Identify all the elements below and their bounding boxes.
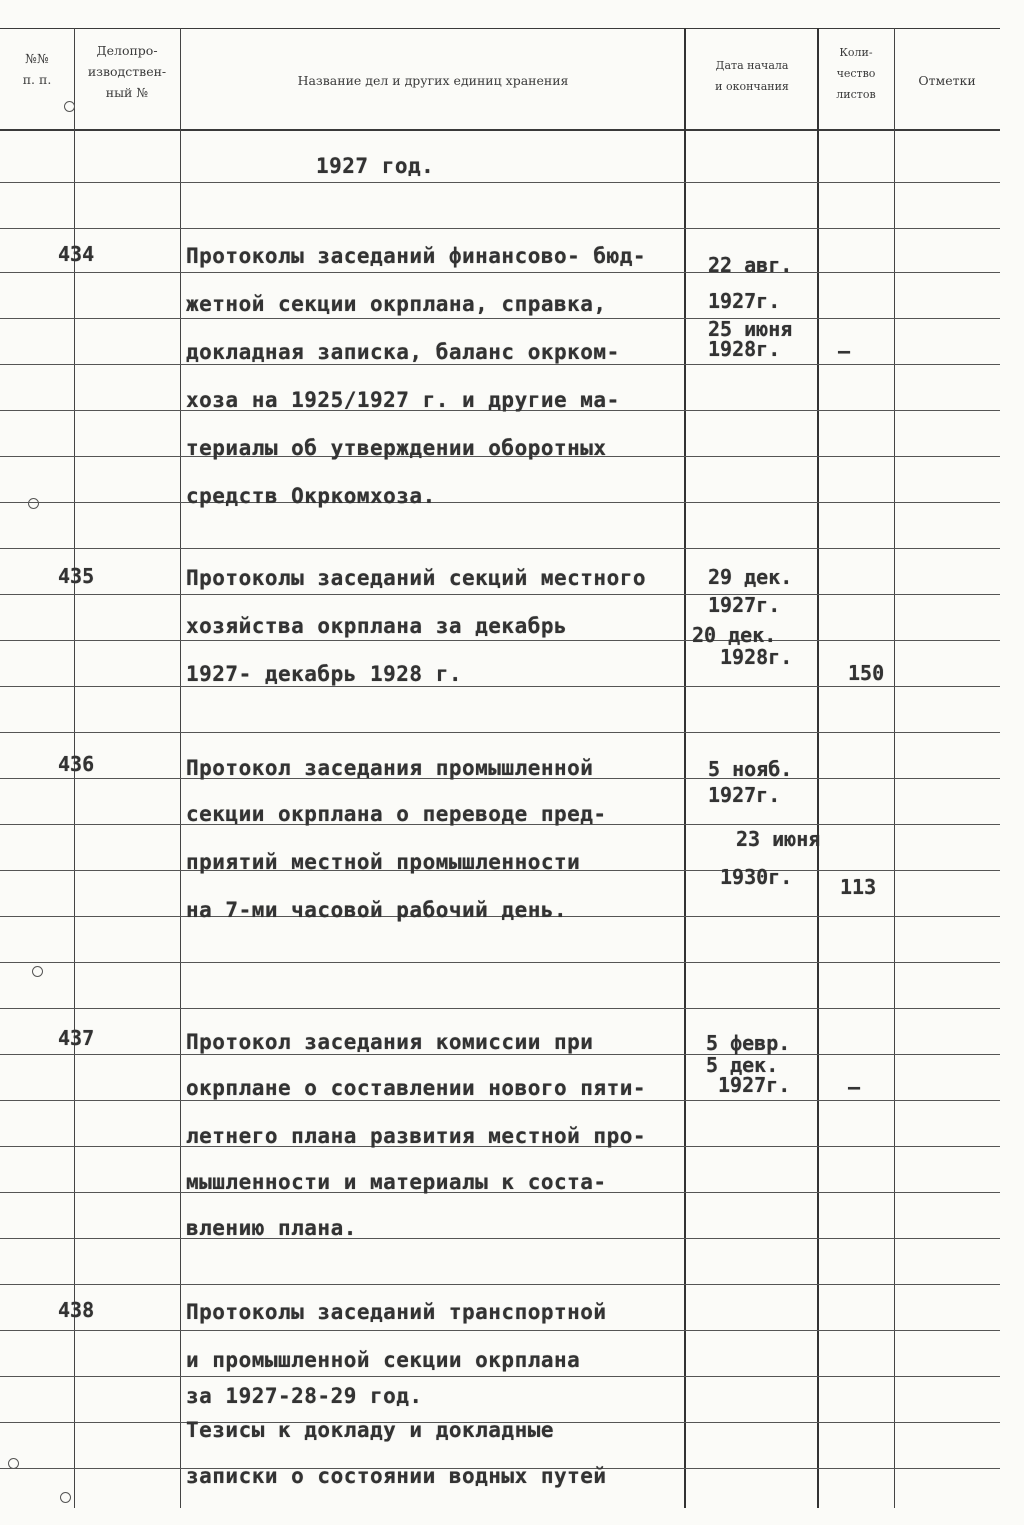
record-title-line: хозяйства окрплана за декабрь [186,614,568,638]
sheet-count: 113 [840,875,877,899]
record-number: 434 [58,242,95,266]
record-title-line: Протоколы заседаний финансово- бюд- [186,244,647,268]
record-title-line: Протокол заседания промышленной [186,756,594,780]
header-col-no [6,48,68,90]
header-col-office-line2: изводствен- [87,64,167,79]
sheet-count: — [848,1075,861,1099]
date-end: 23 июня [736,827,821,851]
date-start-year: 1927г. [708,593,781,617]
header-col-count [820,42,892,105]
record-number: 435 [58,564,95,588]
header-col-dates-line2: и окончания [715,80,789,93]
header-col-count-line3: листов [836,88,876,101]
binding-hole-mark [32,966,43,977]
record-title-line: окрплане о составлении нового пяти- [186,1076,647,1100]
date-end: 5 дек. [706,1053,779,1077]
ruled-line [0,1238,1000,1239]
header-col-dates-line1: Дата начала [715,59,789,72]
ruled-line [0,594,1000,595]
record-title-line: и промышленной секции окрплана [186,1348,581,1372]
ruled-line [0,502,1000,503]
ruled-line [0,1284,1000,1285]
header-col-office-line3: ный № [105,85,149,100]
ruled-line [0,548,1000,549]
date-end: 20 дек. [692,623,777,647]
header-col-office-line1: Делопро- [96,43,158,58]
record-title-line: на 7-ми часовой рабочий день. [186,898,568,922]
ruled-line [0,228,1000,229]
header-col-count-line1: Коли- [839,46,873,59]
binding-hole-mark [28,498,39,509]
ruled-line [0,1330,1000,1331]
record-number: 437 [58,1026,95,1050]
header-col-office [80,40,174,103]
header-top-border [0,28,1000,29]
ruled-line [0,272,1000,273]
column-divider-office [180,28,181,1508]
binding-hole-mark [8,1458,19,1469]
year-heading: 1927 год. [316,154,435,178]
record-title-line: докладная записка, баланс окрком- [186,340,620,364]
header-col-title: Название дел и других единиц хранения [297,73,569,88]
record-title-line: Тезисы к докладу и докладные [186,1418,555,1442]
date-end-year: 1927г. [718,1073,791,1097]
record-title-line: влению плана. [186,1216,357,1240]
date-start-year: 1927г. [708,289,781,313]
record-title-line: секции окрплана о переводе пред- [186,802,607,826]
record-title-line: Протоколы заседаний секций местного [186,566,647,590]
record-title-line: за 1927-28-29 год. [186,1384,423,1408]
column-divider-dates [817,28,819,1508]
date-end-year: 1928г. [720,645,793,669]
header-col-no-line1: №№ [25,51,49,66]
header-col-count-line2: чество [836,67,876,80]
header-bottom-border [0,129,1000,131]
record-title-line: Протокол заседания комиссии при [186,1030,594,1054]
record-title-line: хоза на 1925/1927 г. и другие ма- [186,388,620,412]
ruled-line [0,962,1000,963]
column-divider-count [894,28,895,1508]
ruled-line [0,1008,1000,1009]
date-start-year: 1927г. [708,783,781,807]
date-start: 29 дек. [708,565,793,589]
record-title-line: 1927- декабрь 1928 г. [186,662,463,686]
date-end: 25 июня [708,317,793,341]
record-title-line: записки о состоянии водных путей [186,1464,607,1488]
binding-hole-mark [64,101,75,112]
ruled-line [0,686,1000,687]
record-title-line: териалы об утверждении оборотных [186,436,607,460]
ruled-line [0,640,1000,641]
column-divider-title [684,28,686,1508]
date-start: 22 авг. [708,253,793,277]
record-title-line: летнего плана развития местной про- [186,1124,647,1148]
record-title-line: мышленности и материалы к соста- [186,1170,607,1194]
record-title-line: жетной секции окрплана, справка, [186,292,607,316]
ruled-line [0,182,1000,183]
header-col-notes: Отметки [918,73,976,88]
record-title-line: приятий местной промышленности [186,850,581,874]
record-title-line: средств Окркомхоза. [186,484,436,508]
binding-hole-mark [60,1492,71,1503]
sheet-count: — [838,339,851,363]
date-end-year: 1930г. [720,865,793,889]
date-start: 5 февр. [706,1031,791,1055]
header-col-dates [690,55,814,97]
ruled-line [0,364,1000,365]
date-start: 5 нояб. [708,757,793,781]
ruled-line [0,732,1000,733]
ruled-line [0,318,1000,319]
record-number: 436 [58,752,95,776]
sheet-count: 150 [848,661,885,685]
date-end-year: 1928г. [708,337,781,361]
header-col-no-line2: п. п. [22,72,52,87]
record-title-line: Протоколы заседаний транспортной [186,1300,607,1324]
ruled-line [0,1100,1000,1101]
record-number: 438 [58,1298,95,1322]
ruled-line [0,1054,1000,1055]
ruled-line [0,1376,1000,1377]
